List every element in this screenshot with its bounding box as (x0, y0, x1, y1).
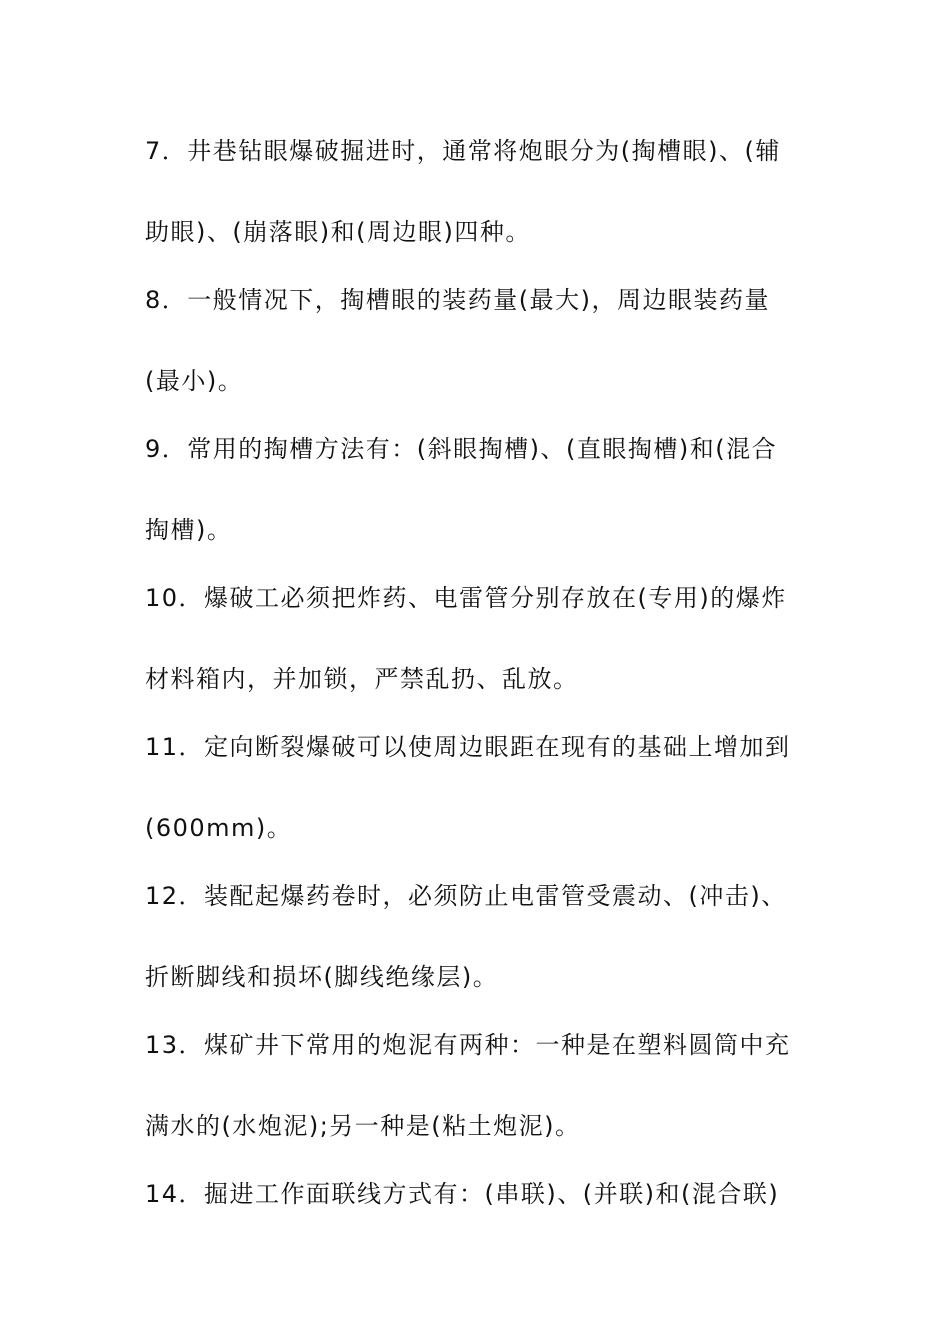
item-8-line-2: (最小)。 (145, 367, 244, 395)
item-9-line-1: 9．常用的掏槽方法有：(斜眼掏槽)、(直眼掏槽)和(混合 (145, 435, 778, 463)
item-12-line-1: 12．装配起爆药卷时，必须防止电雷管受震动、(冲击)、 (145, 882, 787, 910)
item-11-line-2: (600mm)。 (145, 814, 293, 842)
item-11-line-1: 11．定向断裂爆破可以使周边眼距在现有的基础上增加到 (145, 733, 791, 761)
item-7-line-1: 7．井巷钻眼爆破掘进时，通常将炮眼分为(掏槽眼)、(辅 (145, 137, 781, 165)
item-13-line-1: 13．煤矿井下常用的炮泥有两种：一种是在塑料圆筒中充 (145, 1031, 791, 1059)
item-14-line-1: 14．掘进工作面联线方式有：(串联)、(并联)和(混合联) (145, 1180, 780, 1208)
item-7-line-2: 助眼)、(崩落眼)和(周边眼)四种。 (145, 218, 531, 246)
item-10-line-2: 材料箱内，并加锁，严禁乱扔、乱放。 (145, 665, 579, 693)
item-10-line-1: 10．爆破工必须把炸药、电雷管分别存放在(专用)的爆炸 (145, 584, 787, 612)
item-9-line-2: 掏槽)。 (145, 516, 233, 544)
item-13-line-2: 满水的(水炮泥);另一种是(粘土炮泥)。 (145, 1112, 581, 1140)
item-8-line-1: 8．一般情况下，掏槽眼的装药量(最大)，周边眼装药量 (145, 286, 770, 314)
item-12-line-2: 折断脚线和损坏(脚线绝缘层)。 (145, 963, 499, 991)
